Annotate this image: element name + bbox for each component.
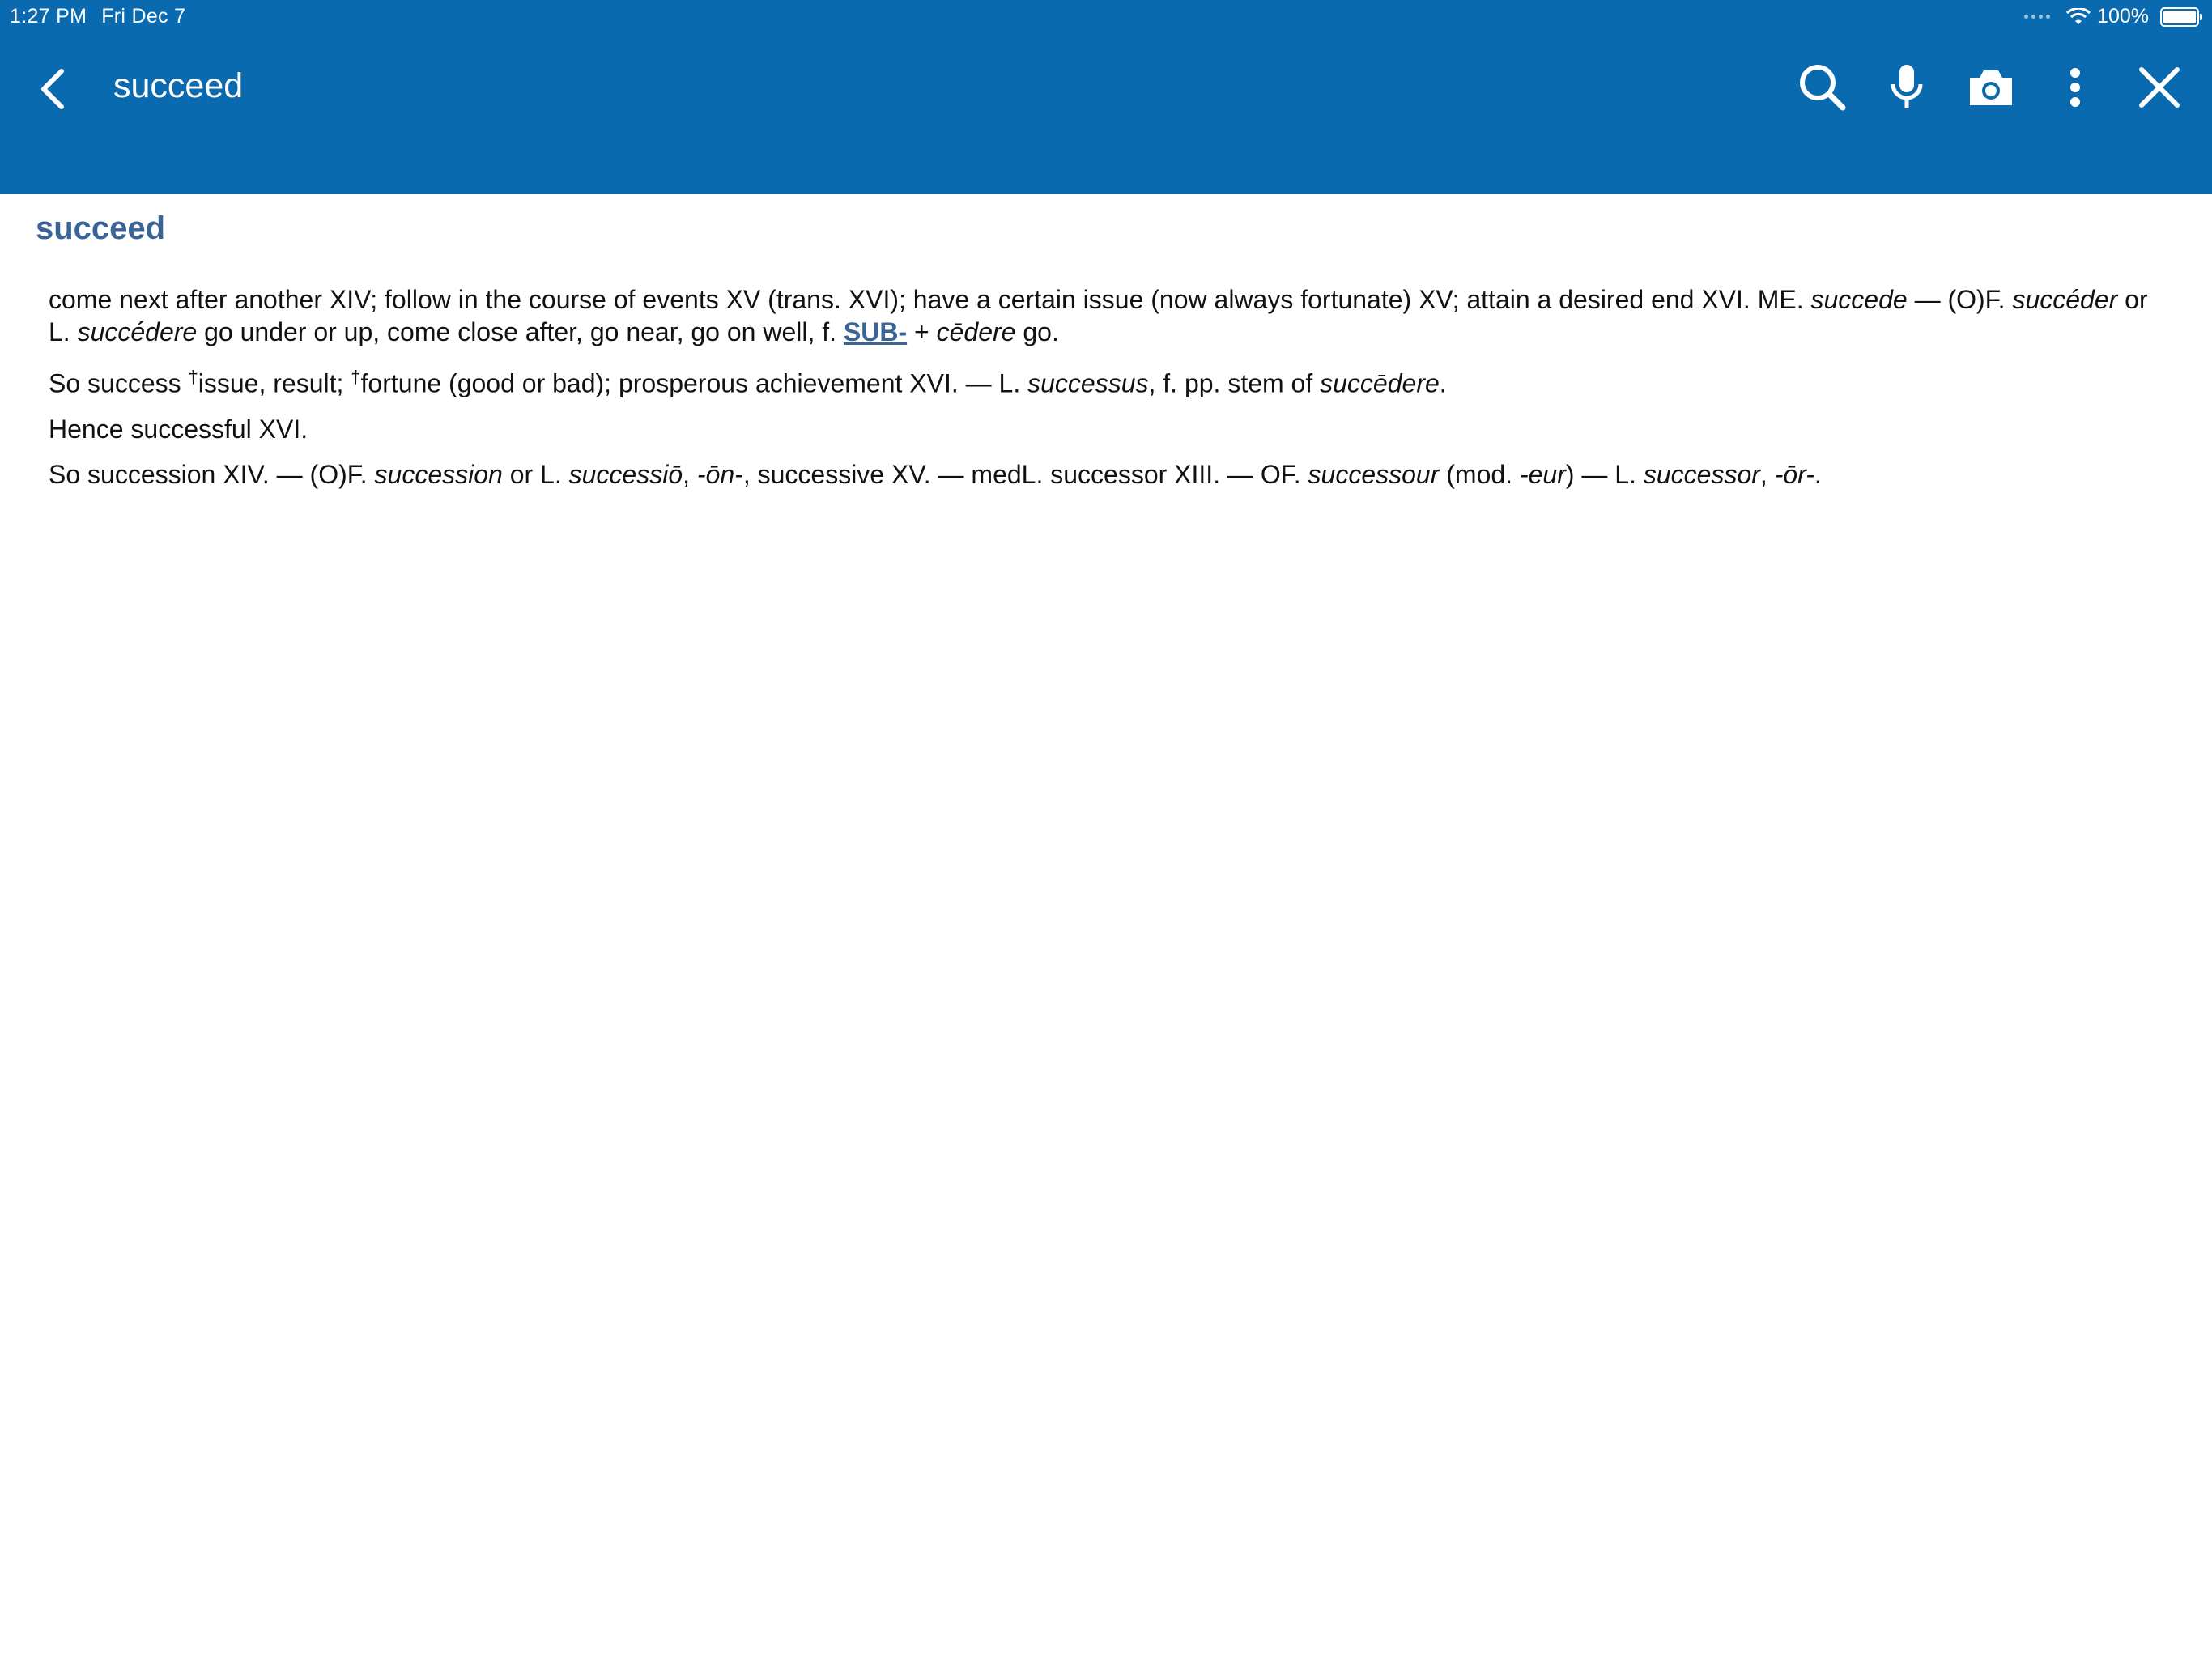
text-run: fortune (good or bad); prosperous achievement XVI. — L. (360, 368, 1028, 398)
text-run: come next after another XIV; follow in the course of events XV (trans. XVI); have a certain issue (now always fortunate) XV; attain a desired end XVI. ME. (49, 285, 1811, 314)
close-icon (2138, 66, 2180, 108)
microphone-icon (1889, 63, 1925, 112)
text-run: Hence successful XVI. (49, 414, 308, 444)
app-header (0, 0, 2212, 194)
obsolete-dagger: † (351, 367, 361, 387)
text-run: , successive XV. — medL. successor XIII. — OF. (742, 459, 1308, 489)
text-run: , (683, 459, 697, 489)
status-bar-left (10, 5, 185, 28)
italic-term: succēdere (1320, 368, 1440, 398)
search-term[interactable]: succeed (113, 66, 244, 105)
italic-term: successour (1308, 459, 1440, 489)
entry-paragraph-4 (49, 458, 2170, 491)
italic-term: -eur (1519, 459, 1566, 489)
status-time: 1:27 PM (10, 5, 87, 28)
headword: succeed (36, 210, 166, 246)
text-run: go. (1015, 317, 1059, 346)
back-button[interactable] (32, 65, 73, 113)
more-options-button[interactable] (2047, 58, 2104, 117)
voice-search-button[interactable] (1878, 58, 1935, 117)
italic-term: succede (1810, 285, 1908, 314)
italic-term: -ōr- (1774, 459, 1814, 489)
entry-body (49, 283, 2170, 504)
text-run: . (1814, 459, 1822, 489)
entry-paragraph-1 (49, 283, 2170, 348)
text-run: ) — L. (1565, 459, 1644, 489)
status-date: Fri Dec 7 (101, 5, 186, 28)
text-run: (mod. (1439, 459, 1520, 489)
text-run: issue, result; (198, 368, 351, 398)
text-run: or L. (502, 459, 569, 489)
camera-search-button[interactable] (1963, 58, 2019, 117)
obsolete-dagger: † (188, 367, 198, 387)
entry-paragraph-2 (49, 361, 2170, 400)
battery-percent: 100% (2097, 5, 2149, 28)
close-button[interactable] (2131, 58, 2188, 117)
text-run: , (1759, 459, 1775, 489)
entry-paragraph-3 (49, 413, 2170, 445)
italic-term: succéder (2012, 285, 2118, 314)
text-run: , f. pp. stem of (1148, 368, 1321, 398)
toolbar (1767, 58, 2188, 117)
text-run: — (O)F. (1907, 285, 2013, 314)
italic-term: successiō (568, 459, 683, 489)
search-button[interactable] (1794, 58, 1851, 117)
text-run: . (1439, 368, 1447, 398)
camera-icon (1967, 66, 2015, 108)
text-run: So success (49, 368, 189, 398)
text-run: go under or up, come close after, go near, go on well, f. (197, 317, 844, 346)
more-vertical-icon (2069, 67, 2082, 108)
chevron-left-icon (39, 68, 66, 110)
status-bar-right (2024, 5, 2199, 28)
signal-icon (2024, 15, 2050, 19)
wifi-icon (2066, 8, 2091, 26)
italic-term: succession (374, 459, 503, 489)
text-run: So succession XIV. — (O)F. (49, 459, 375, 489)
italic-term: successor (1643, 459, 1760, 489)
text-run: or L. (49, 285, 2148, 346)
italic-term: successus (1027, 368, 1149, 398)
text-run: + (907, 317, 937, 346)
italic-term: cēdere (936, 317, 1016, 346)
battery-icon (2160, 7, 2199, 27)
italic-term: -ōn- (696, 459, 743, 489)
italic-term: succédere (77, 317, 198, 346)
cross-reference-link-sub[interactable]: SUB- (843, 317, 908, 346)
search-icon (1797, 62, 1848, 113)
